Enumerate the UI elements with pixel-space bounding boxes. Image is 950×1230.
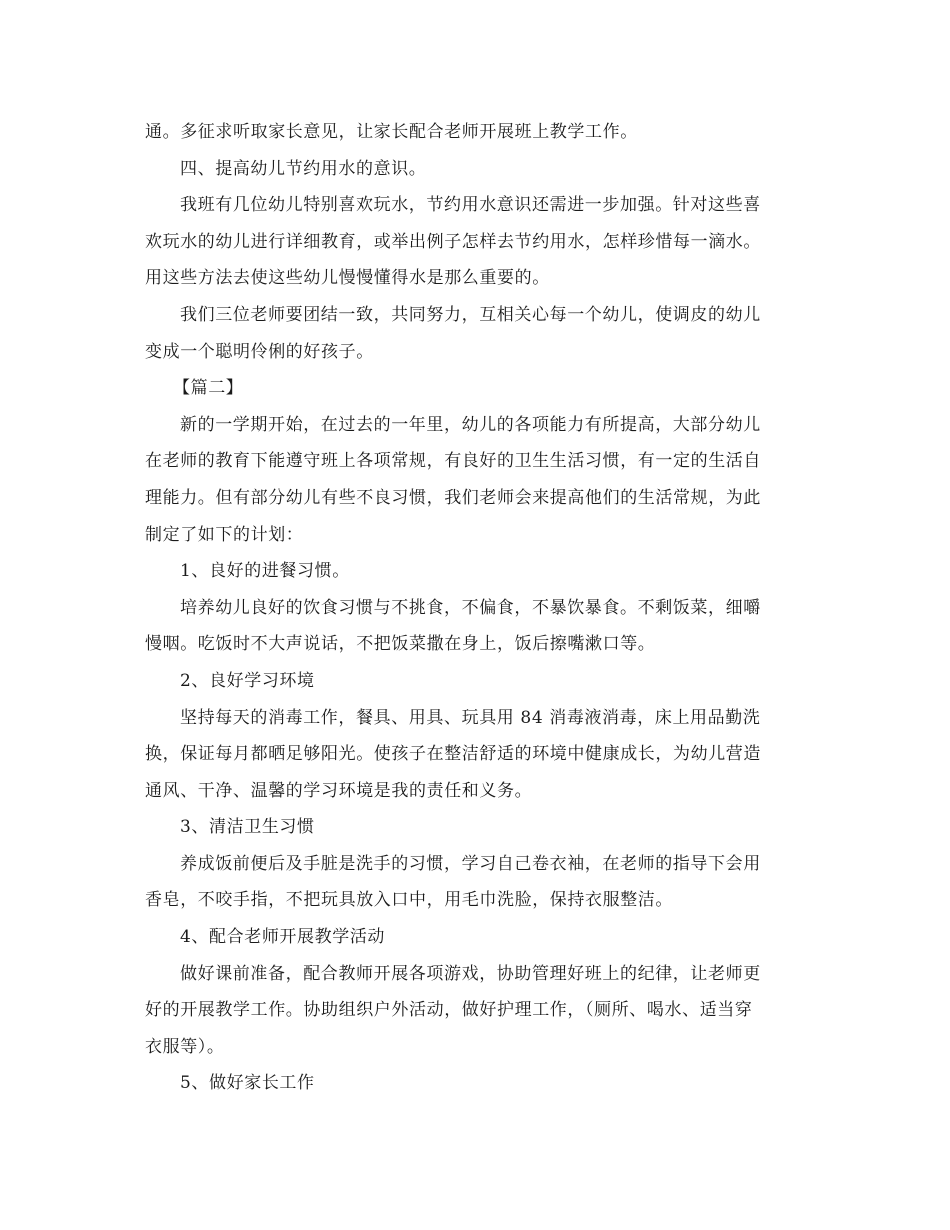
text-line: 香皂，不咬手指，不把玩具放入口中，用毛巾洗脸，保持衣服整洁。 bbox=[145, 890, 673, 911]
section-heading: 4、配合老师开展教学活动 bbox=[180, 927, 386, 948]
section-heading: 四、提高幼儿节约用水的意识。 bbox=[180, 158, 427, 179]
text-line: 在老师的教育下能遵守班上各项常规，有良好的卫生生活习惯，有一定的生活自 bbox=[145, 451, 761, 472]
chapter-heading: 【篇二】 bbox=[173, 378, 244, 399]
section-heading: 5、做好家长工作 bbox=[180, 1073, 315, 1094]
text-line: 培养幼儿良好的饮食习惯与不挑食，不偏食，不暴饮暴食。不剩饭菜，细嚼 bbox=[180, 597, 761, 618]
text-line: 欢玩水的幼儿进行详细教育，或举出例子怎样去节约用水，怎样珍惜每一滴水。 bbox=[145, 231, 761, 252]
text-line: 好的开展教学工作。协助组织户外活动，做好护理工作，（厕所、喝水、适当穿 bbox=[145, 1000, 753, 1021]
section-heading: 2、良好学习环境 bbox=[180, 670, 315, 691]
text-line: 衣服等）。 bbox=[145, 1036, 225, 1057]
text-line: 通风、干净、温馨的学习环境是我的责任和义务。 bbox=[145, 780, 533, 801]
text-line: 通。多征求听取家长意见，让家长配合老师开展班上教学工作。 bbox=[145, 122, 638, 142]
text-line: 制定了如下的计划： bbox=[145, 524, 304, 545]
text-line: 新的一学期开始，在过去的一年里，幼儿的各项能力有所提高，大部分幼儿 bbox=[180, 414, 761, 435]
text-line: 变成一个聪明伶俐的好孩子。 bbox=[145, 341, 374, 362]
text-line: 我们三位老师要团结一致，共同努力，互相关心每一个幼儿，使调皮的幼儿 bbox=[180, 304, 761, 325]
text-line: 我班有几位幼儿特别喜欢玩水，节约用水意识还需进一步加强。针对这些喜 bbox=[180, 195, 761, 216]
text-line: 理能力。但有部分幼儿有些不良习惯，我们老师会来提高他们的生活常规，为此 bbox=[145, 487, 761, 508]
text-line: 坚持每天的消毒工作，餐具、用具、玩具用 84 消毒液消毒，床上用品勤洗 bbox=[180, 707, 761, 728]
section-heading: 3、清洁卫生习惯 bbox=[180, 817, 315, 838]
text-line: 养成饭前便后及手脏是洗手的习惯，学习自己卷衣袖，在老师的指导下会用 bbox=[180, 853, 761, 874]
text-line: 做好课前准备，配合教师开展各项游戏，协助管理好班上的纪律，让老师更 bbox=[180, 963, 761, 984]
section-heading: 1、良好的进餐习惯。 bbox=[180, 561, 350, 582]
text-line: 换，保证每月都晒足够阳光。使孩子在整洁舒适的环境中健康成长，为幼儿营造 bbox=[145, 744, 761, 765]
document-body bbox=[145, 114, 810, 1102]
text-line: 慢咽。吃饭时不大声说话，不把饭菜撒在身上，饭后擦嘴漱口等。 bbox=[145, 634, 656, 655]
text-line: 用这些方法去使这些幼儿慢慢懂得水是那么重要的。 bbox=[145, 268, 550, 289]
